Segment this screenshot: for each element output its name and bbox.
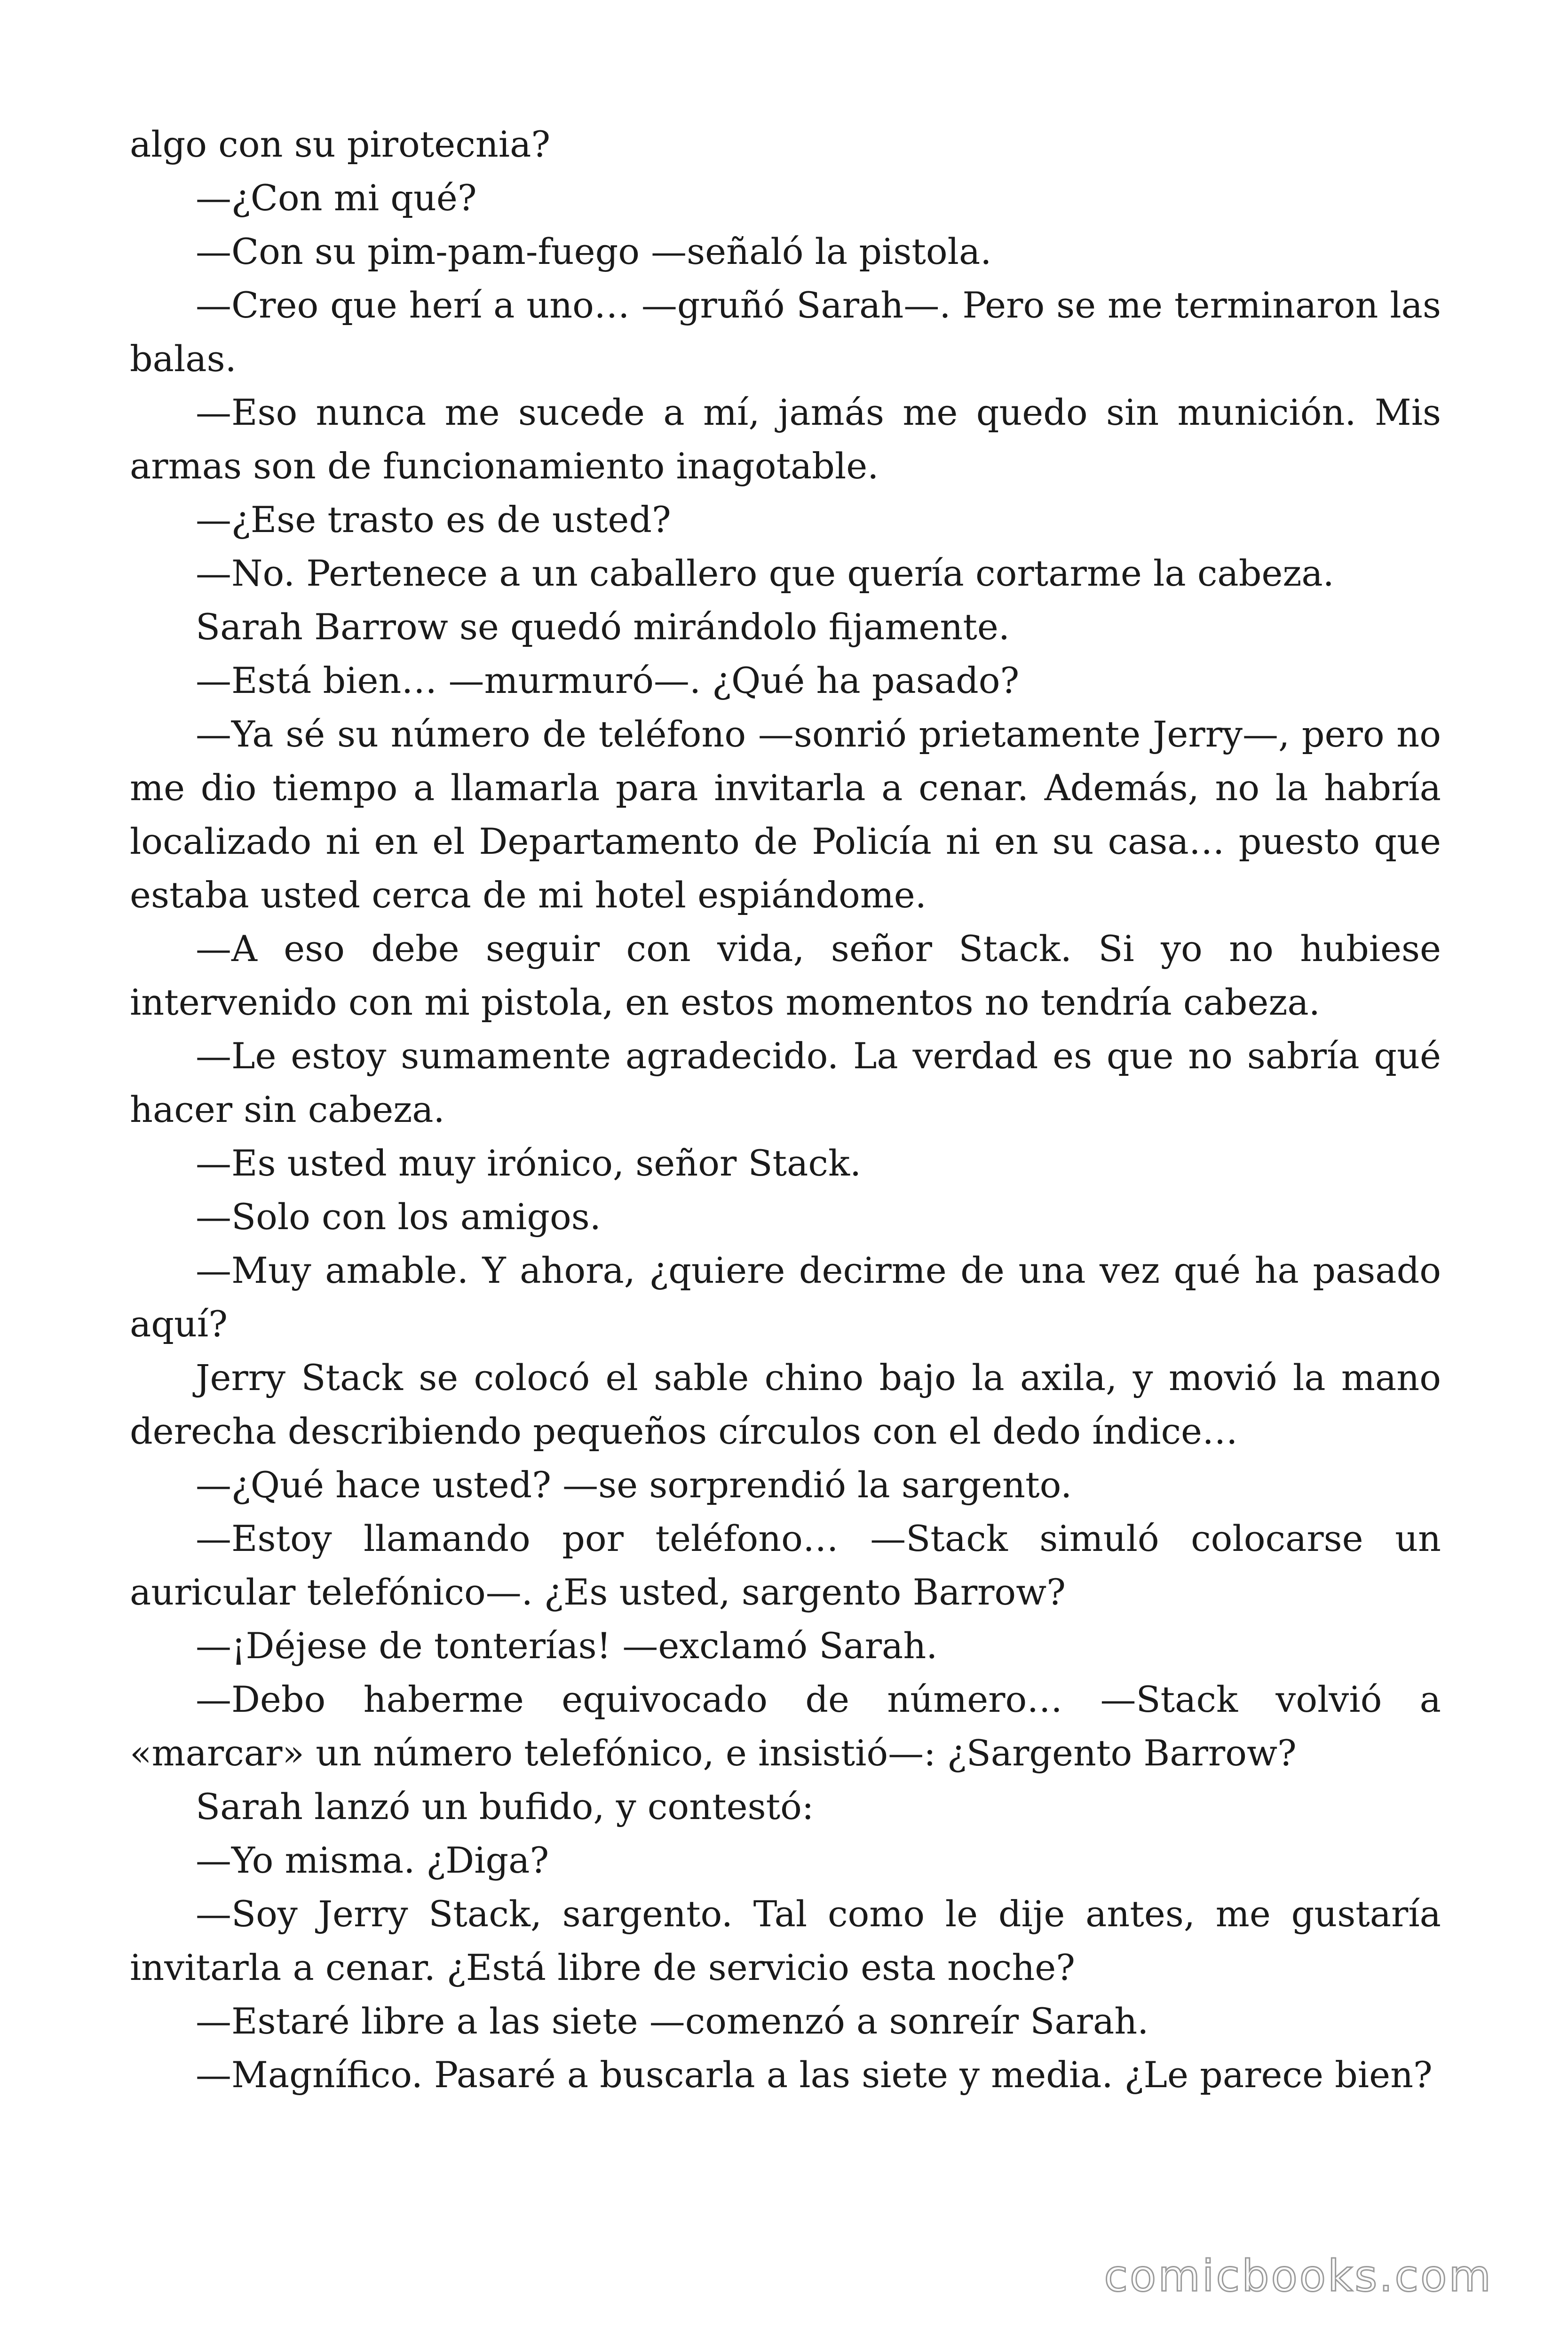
- paragraph: —Eso nunca me sucede a mí, jamás me quedo sin munición. Mis armas son de funcionamiento inagotable.: [130, 391, 1441, 487]
- paragraph: —¿Ese trasto es de usted?: [196, 499, 671, 540]
- body-text: [130, 118, 1441, 2102]
- paragraph: Sarah lanzó un bufido, y contestó:: [196, 1786, 814, 1828]
- paragraph: —Creo que herí a uno… —gruñó Sarah—. Pero se me terminaron las balas.: [130, 284, 1441, 380]
- paragraph: Sarah Barrow se quedó mirándolo fijamente.: [196, 606, 1010, 648]
- paragraph: —Magnífico. Pasaré a buscarla a las siete y media. ¿Le parece bien?: [196, 2054, 1433, 2096]
- paragraph: —Es usted muy irónico, señor Stack.: [196, 1142, 862, 1184]
- paragraph: —Muy amable. Y ahora, ¿quiere decirme de una vez qué ha pasado aquí?: [130, 1249, 1441, 1345]
- paragraph: Jerry Stack se colocó el sable chino bajo la axila, y movió la mano derecha describiendo pequeños círculos con el dedo índice…: [130, 1357, 1441, 1452]
- paragraph: —A eso debe seguir con vida, señor Stack. Si yo no hubiese intervenido con mi pistola, en estos momentos no tendría cabeza.: [130, 928, 1441, 1023]
- paragraph: —¿Qué hace usted? —se sorprendió la sargento.: [196, 1464, 1072, 1506]
- paragraph: —Ya sé su número de teléfono —sonrió prietamente Jerry—, pero no me dio tiempo a llamarla para invitarla a cenar. Además, no la habría localizado ni en el Departamento de Policía ni en su casa… puesto que estaba usted cerca de mi hotel espiándome.: [130, 713, 1441, 916]
- paragraph: algo con su pirotecnia?: [130, 123, 551, 165]
- paragraph: —Yo misma. ¿Diga?: [196, 1839, 549, 1881]
- watermark: comicbooks.com: [1104, 2251, 1493, 2301]
- paragraph: —Debo haberme equivocado de número… —Stack volvió a «marcar» un número telefónico, e insistió—: ¿Sargento Barrow?: [130, 1678, 1441, 1774]
- paragraph: —No. Pertenece a un caballero que quería cortarme la cabeza.: [196, 552, 1334, 594]
- paragraph: —Le estoy sumamente agradecido. La verdad es que no sabría qué hacer sin cabeza.: [130, 1035, 1441, 1130]
- paragraph: —¡Déjese de tonterías! —exclamó Sarah.: [196, 1625, 938, 1667]
- paragraph: —¿Con mi qué?: [196, 177, 477, 219]
- paragraph: —Soy Jerry Stack, sargento. Tal como le dije antes, me gustaría invitarla a cenar. ¿Está libre de servicio esta noche?: [130, 1893, 1441, 1988]
- paragraph: —Solo con los amigos.: [196, 1196, 601, 1238]
- paragraph: —Está bien… —murmuró—. ¿Qué ha pasado?: [196, 660, 1020, 701]
- paragraph: —Estaré libre a las siete —comenzó a sonreír Sarah.: [196, 2000, 1149, 2042]
- paragraph: —Estoy llamando por teléfono… —Stack simuló colocarse un auricular telefónico—. ¿Es usted, sargento Barrow?: [130, 1518, 1441, 1613]
- paragraph: —Con su pim-pam-fuego —señaló la pistola.: [196, 230, 992, 272]
